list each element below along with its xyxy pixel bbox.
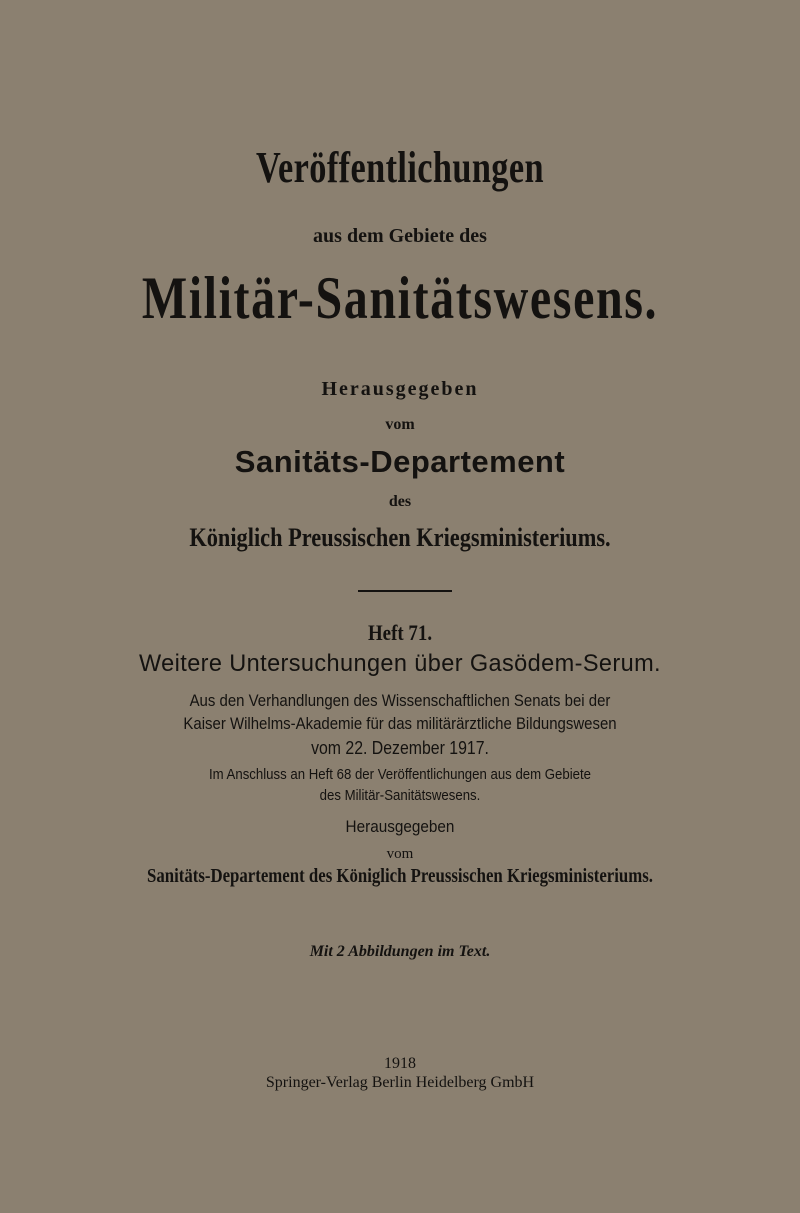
editor-label: Herausgegeben [321,378,479,400]
issue-editor-label: Herausgegeben [345,817,455,836]
series-subtitle: aus dem Gebiete des [313,225,487,247]
description-line: Kaiser Wilhelms-Akademie für das militärärztliche Bildungswesen [183,714,617,733]
editor-ministry: Königlich Preussischen Kriegsministeriums. [189,523,611,552]
editor-department: Sanitäts-Departement [234,444,566,479]
series-main-title: Militär-Sanitätswesens. [141,265,659,331]
divider-rule [358,590,452,592]
publisher: Springer-Verlag Berlin Heidelberg GmbH [265,1074,535,1091]
issue-editor-full: Sanitäts-Departement des Königlich Preussischen Kriegsministeriums. [146,865,653,887]
issue-number: Heft 71. [367,620,433,645]
publication-year: 1918 [384,1055,416,1072]
issue-editor-by: vom [386,846,414,862]
figures-note: Mit 2 Abbildungen im Text. [309,943,491,960]
work-title: Weitere Untersuchungen über Gasödem-Serum. [139,650,661,677]
description-line: vom 22. Dezember 1917. [311,738,489,758]
series-title: Veröffentlichungen [256,143,544,192]
description-line: Aus den Verhandlungen des Wissenschaftlichen Senats bei der [189,691,611,710]
note-line: des Militär-Sanitätswesens. [319,787,481,804]
editor-by: vom [385,416,415,433]
editor-of: des [388,493,412,510]
note-line: Im Anschluss an Heft 68 der Veröffentlichungen aus dem Gebiete [208,766,592,783]
